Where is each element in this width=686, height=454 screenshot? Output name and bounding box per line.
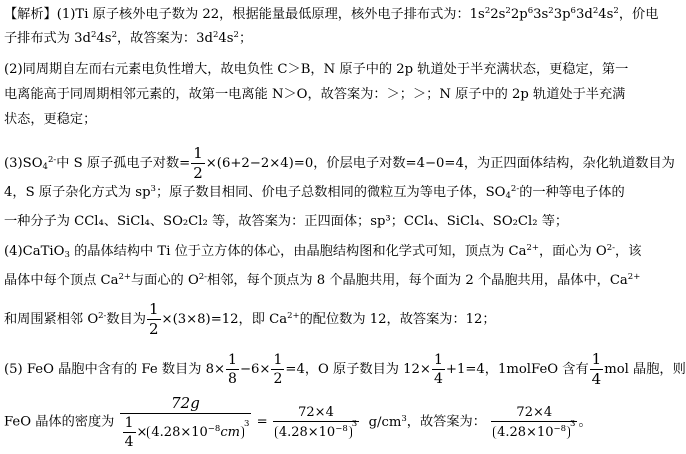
- line-4b: 晶体中每个顶点 $Ca^{2+}$与面心的 $O^{2-}$相邻，每个顶点为 8 个晶胞共用，每个面为 2 个晶胞共用，晶体中，$Ca^{2+}$: [4, 272, 641, 288]
- fraction: $\frac{1}{2}$: [193, 144, 203, 182]
- line-1a: 【解析】(1)Ti 原子核外电子数为 22，根据能量最低原理，核外电子排布式为：$1s^22s^22p^63s^23p^63d^24s^2$，价电: [4, 6, 659, 22]
- line-3c: 一种分子为 CCl₄、SiCl₄、SO₂Cl₂ 等，故答案为：正四面体；sp³；CCl₄、SiCl₄、SO₂Cl₂ 等；: [4, 214, 569, 229]
- line-4c: 和周围紧相邻 $O^{2-}$数目为 $\frac{1}{2}$ ×(3×8)=12，即 $Ca^{2+}$的配位数为 12，故答案为：12；: [4, 300, 496, 338]
- line-5a: (5) FeO 晶胞中含有的 Fe 数目为 8× $\frac{1}{8}$ −6× $\frac{1}{2}$ =4，O 原子数目为 12× $\frac{1}{4}$ +1=4，1molFeO 含有 $\frac{1}{4}$ mol 晶胞，则: [4, 350, 686, 388]
- fraction: $\frac{1}{2}$: [273, 352, 283, 387]
- density-fraction-2: $\frac{72\times 4}{4.28\times 10^{-8} ^3}$: [273, 406, 359, 439]
- line-2a: (2)同周期自左而右元素电负性增大，故电负性 C＞B，N 原子中的 2p 轨道处于半充满状态，更稳定，第一: [4, 62, 629, 77]
- density-fraction: 72g $\frac{1}{4}$ × $4.28\times 10^{-8}cm^3$: [120, 396, 252, 449]
- fraction: $\frac{1}{8}$: [228, 352, 237, 387]
- answer-fraction: $\frac{72\times 4}{4.28\times 10^{-8} ^3}$: [491, 406, 577, 439]
- line-1b: 子排布式为 $3d^24s^2$，故答案为：$3d^24s^2$；: [4, 30, 253, 46]
- line-4a: (4)CaTiO$_3$ 的晶体结构中 Ti 位于立方体的体心，由晶胞结构图和化学式可知，顶点为 $Ca^{2+}$，面心为 $O^{2-}$，该: [4, 243, 642, 260]
- fraction: $\frac{1}{4}$: [124, 415, 134, 450]
- line-2c: 状态，更稳定；: [4, 112, 97, 127]
- fraction: $\frac{1}{2}$: [148, 300, 159, 338]
- line-5b: FeO 晶体的密度为 72g $\frac{1}{4}$ × $4.28\times 10^{-8}cm^3$ = $\frac{72\times 4}{4.28\times 10^{-8} ^3}$ $g/cm^3$，故答案为： $\frac{72\times 4}{4.28\times 10^{-8} ^3}$ 。: [4, 394, 592, 450]
- line-3b: 4，S 原子杂化方式为 $sp^3$；原子数目相同、价电子总数相同的微粒互为等电子体，$SO_4^{2-}$的一种等电子体的: [4, 184, 625, 201]
- fraction: $\frac{1}{4}$: [591, 350, 602, 388]
- line-2b: 电离能高于同周期相邻元素的，故第一电离能 N＞O，故答案为：＞；＞；N 原子中的 2p 轨道处于半充满: [4, 87, 626, 102]
- line-3a: $(3)SO_4^{2-}$中 S 原子孤电子对数= $\frac{1}{2}$ ×(6+2−2×4)=0，价层电子对数=4−0=4，为正四面体结构，杂化轨道数目为: [4, 144, 675, 182]
- fraction: $\frac{1}{4}$: [433, 352, 443, 387]
